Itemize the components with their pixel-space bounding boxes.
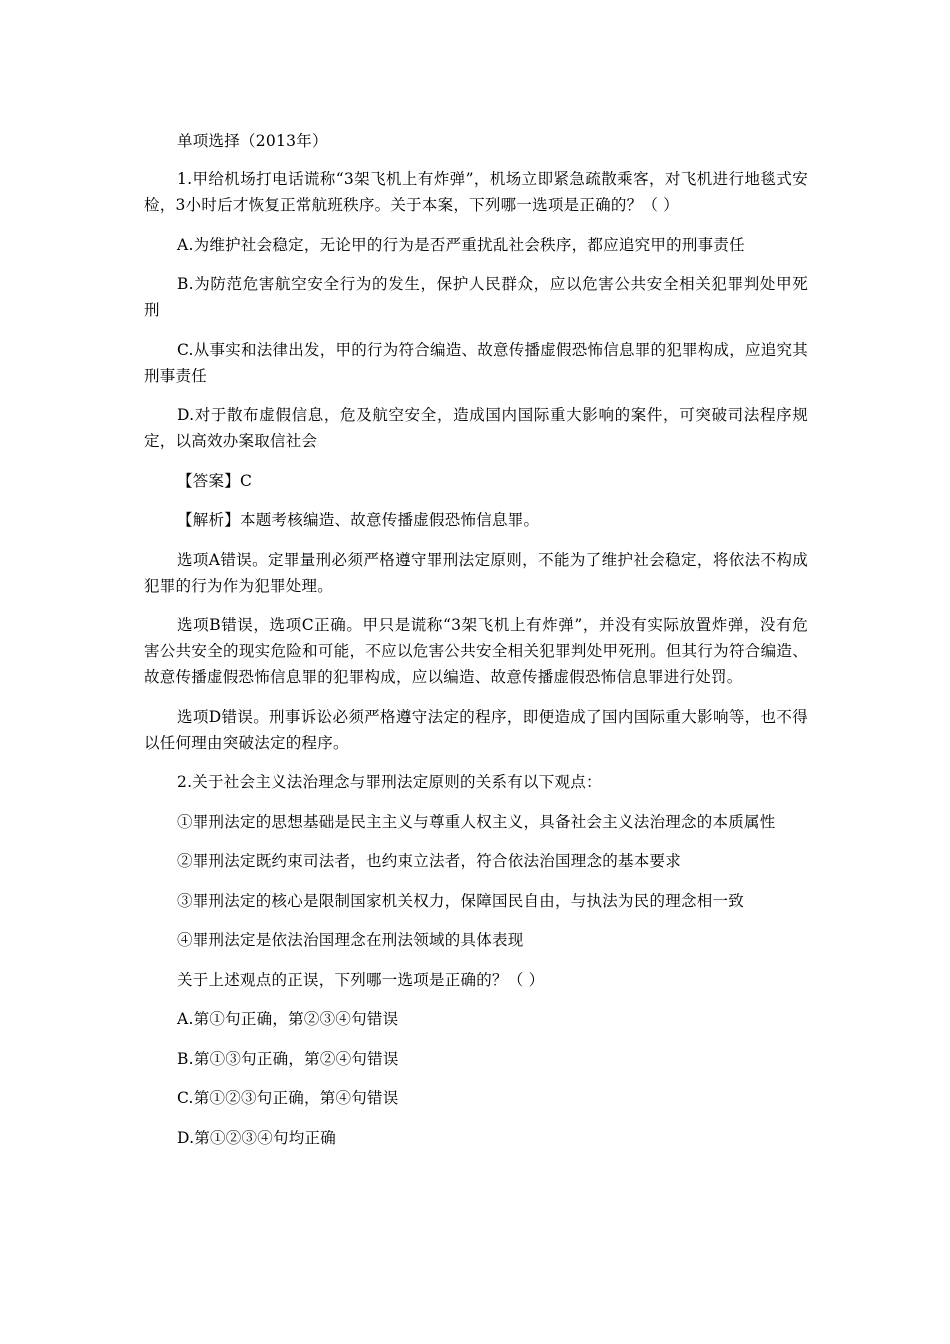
question-1-answer: 【答案】C	[177, 471, 253, 490]
question-2-view-3: ③罪刑法定的核心是限制国家机关权力，保障国民自由，与执法为民的理念相一致	[177, 891, 745, 910]
question-1-explain-bc: 选项B错误，选项C正确。甲只是谎称“3架飞机上有炸弹”，并没有实际放置炸弹，没有危害公共安全的现实危险和可能，不应以危害公共安全相关犯罪判处甲死刑。但其行为符合编造、故意传播虚假恐怖信息罪的犯罪构成，应以编造、故意传播虚假恐怖信息罪进行处罚。	[144, 616, 808, 686]
question-2-view-2: ②罪刑法定既约束司法者，也约束立法者，符合依法治国理念的基本要求	[177, 852, 682, 870]
question-1-option-b: B.为防范危害航空安全行为的发生，保护人民群众，应以危害公共安全相关犯罪判处甲死刑	[144, 275, 808, 319]
question-1-option-d: D.对于散布虚假信息，危及航空安全，造成国内国际重大影响的案件，可突破司法程序规定，以高效办案取信社会	[144, 406, 808, 450]
question-1-explain-a: 选项A错误。定罪量刑必须严格遵守罪刑法定原则，不能为了维护社会稳定，将依法不构成犯罪的行为作为犯罪处理。	[144, 550, 808, 595]
question-1-option-a: A.为维护社会稳定，无论甲的行为是否严重扰乱社会秩序，都应追究甲的刑事责任	[177, 235, 745, 254]
question-1-option-c: C.从事实和法律出发，甲的行为符合编造、故意传播虚假恐怖信息罪的犯罪构成，应追究其刑事责任	[144, 340, 808, 385]
section-title: 单项选择（2013年）	[177, 132, 328, 150]
question-1-explain-d: 选项D错误。刑事诉讼必须严格遵守法定的程序，即便造成了国内国际重大影响等，也不得以任何理由突破法定的程序。	[144, 707, 808, 752]
question-2-option-a: A.第①句正确，第②③④句错误	[177, 1010, 399, 1028]
question-2-stem: 2.关于社会主义法治理念与罪刑法定原则的关系有以下观点：	[177, 773, 602, 791]
question-1-stem: 1.甲给机场打电话谎称“3架飞机上有炸弹”，机场立即紧急疏散乘客，对飞机进行地毯式安检，3小时后才恢复正常航班秩序。关于本案，下列哪一选项是正确的？（ ）	[144, 170, 808, 214]
question-2-option-d: D.第①②③④句均正确	[177, 1128, 337, 1147]
document-page	[144, 128, 808, 1164]
question-2-view-4: ④罪刑法定是依法治国理念在刑法领域的具体表现	[177, 931, 524, 949]
question-2-option-b: B.第①③句正确，第②④句错误	[177, 1049, 399, 1068]
question-2-view-1: ①罪刑法定的思想基础是民主主义与尊重人权主义，具备社会主义法治理念的本质属性	[177, 812, 776, 831]
question-2-question: 关于上述观点的正误，下列哪一选项是正确的？（ ）	[177, 970, 545, 989]
question-1-analysis: 【解析】本题考核编造、故意传播虚假恐怖信息罪。	[177, 511, 540, 529]
question-2-option-c: C.第①②③句正确，第④句错误	[177, 1089, 399, 1107]
